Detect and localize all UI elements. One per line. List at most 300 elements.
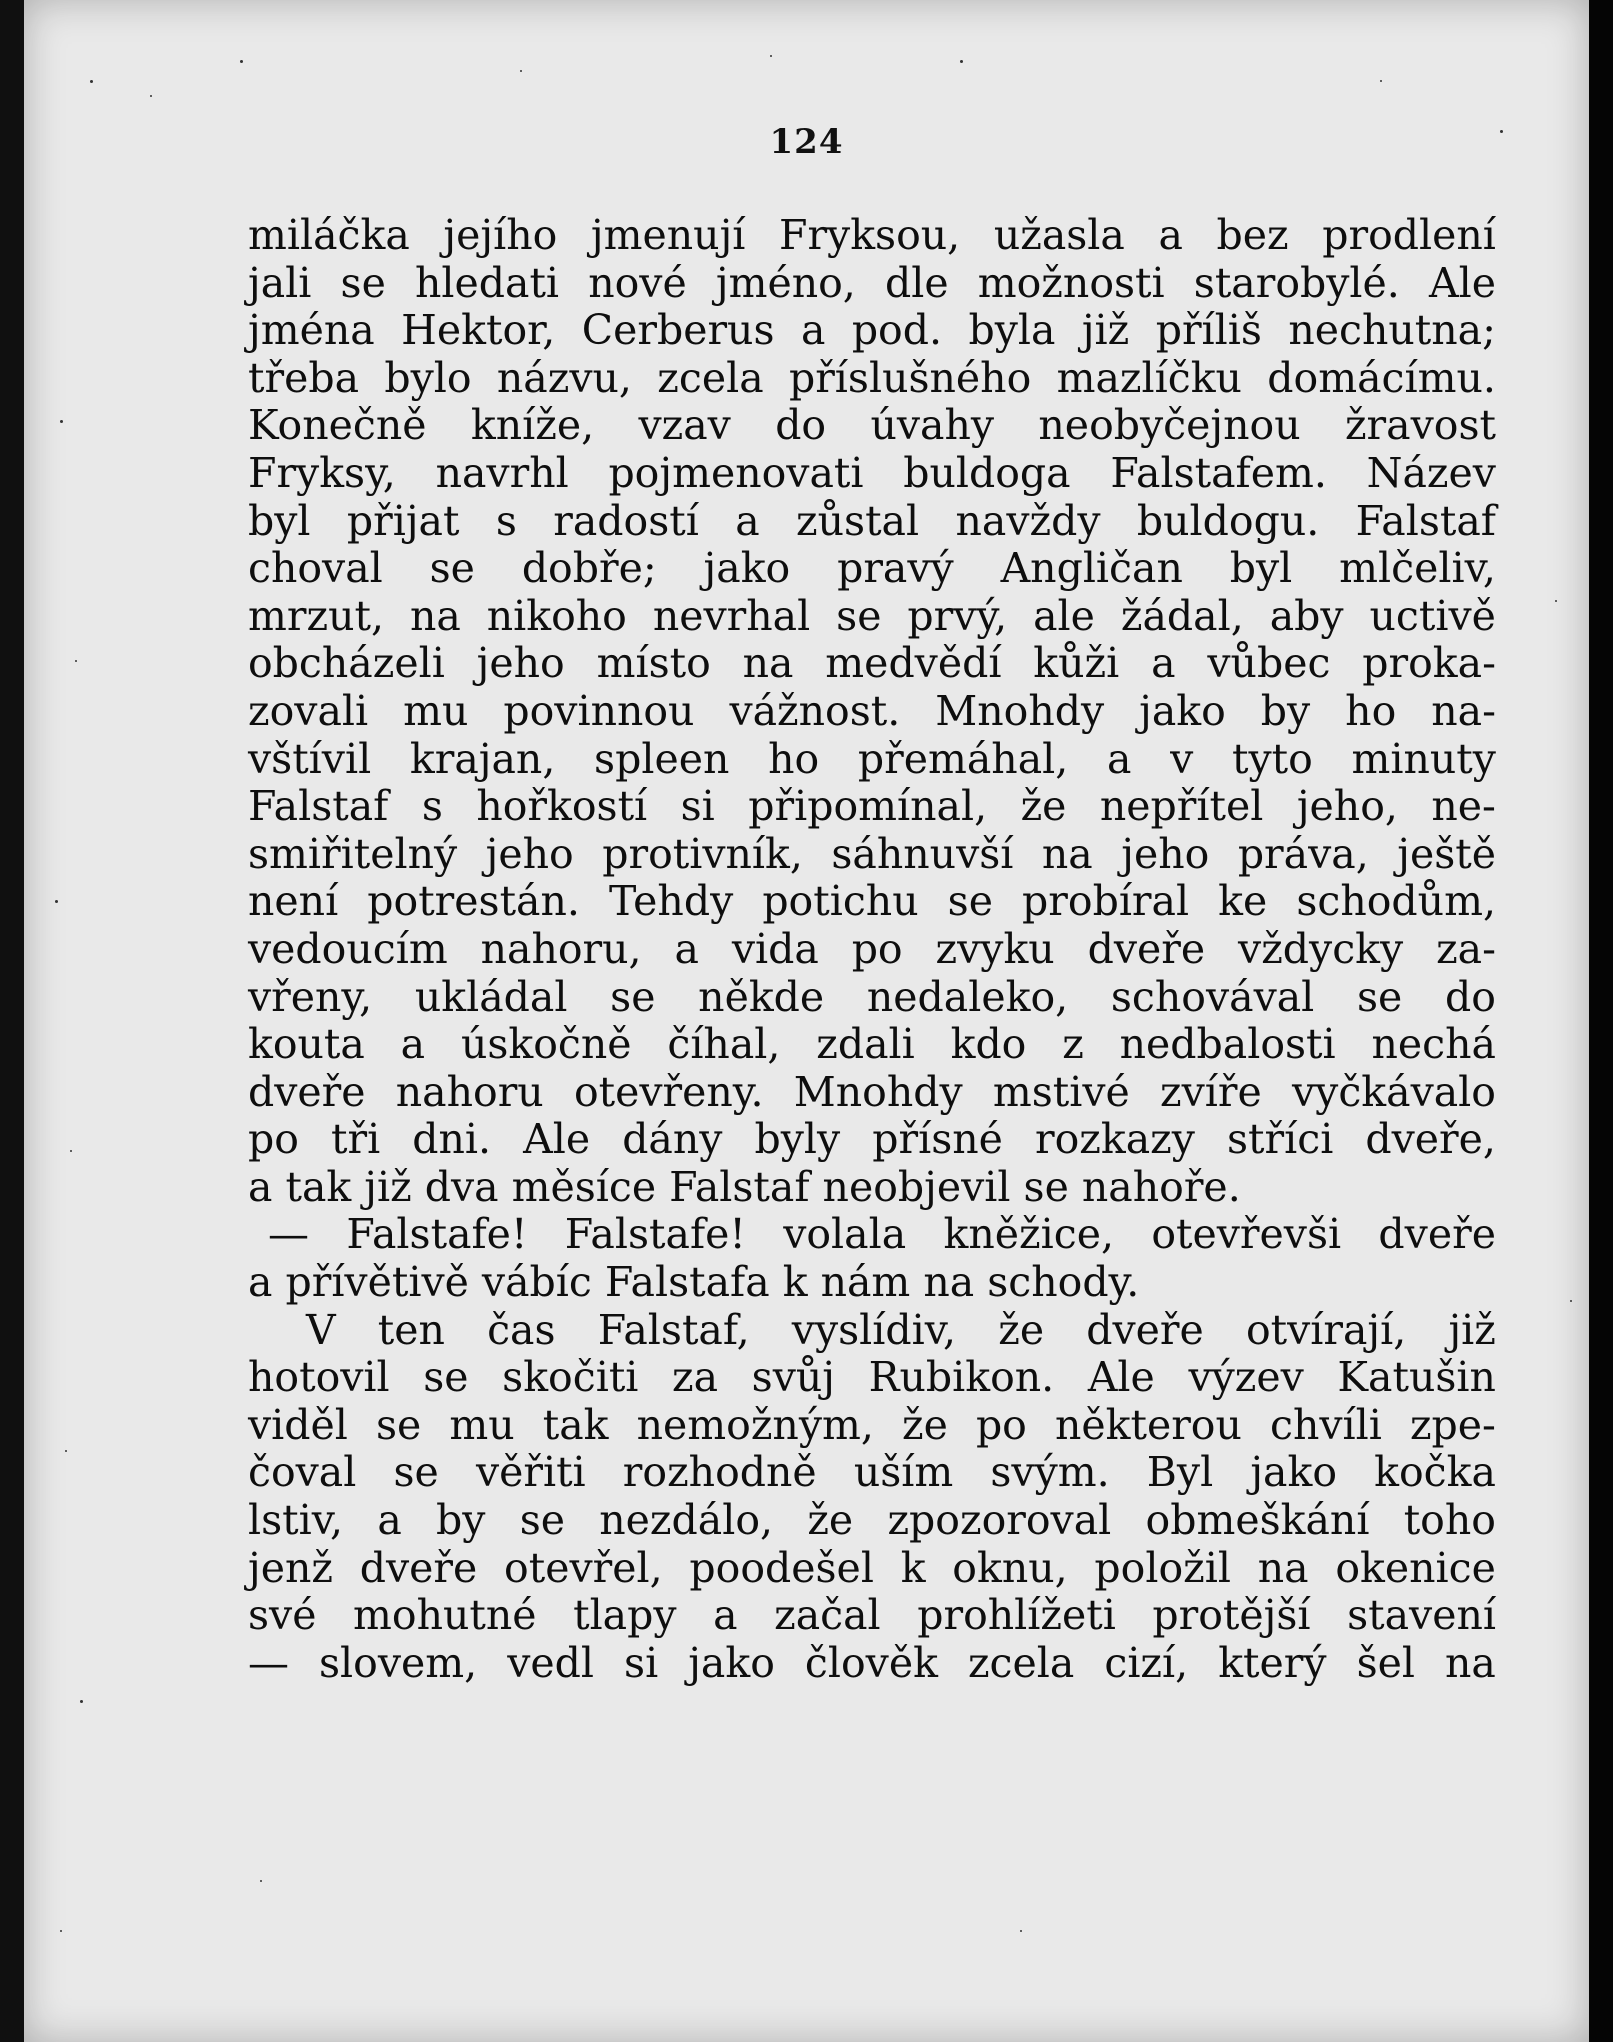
- word: kočka: [1374, 1448, 1496, 1497]
- word: volala: [783, 1210, 907, 1259]
- word: číhal,: [667, 1020, 781, 1069]
- word: Ale: [1087, 1353, 1155, 1402]
- scan-speck: [960, 60, 963, 63]
- text-line: [248, 783, 1496, 831]
- word: nové: [588, 258, 687, 307]
- word: byly: [754, 1115, 841, 1164]
- word: vštívil: [248, 734, 372, 783]
- word: ho: [1345, 686, 1397, 735]
- text-line: [248, 1116, 1496, 1164]
- word: pojmenovati: [608, 448, 864, 497]
- word: Ale: [1428, 258, 1496, 307]
- word: nechutna;: [1288, 306, 1496, 355]
- word: se: [610, 972, 656, 1021]
- text-line: [248, 1592, 1496, 1640]
- word: jali: [248, 258, 312, 307]
- word: pravý: [837, 544, 954, 593]
- word: rozhodně: [622, 1448, 817, 1497]
- scan-speck: [60, 420, 63, 423]
- word: tyto: [1231, 734, 1313, 783]
- word: byl: [1229, 544, 1293, 593]
- word: na-: [1431, 686, 1496, 735]
- word: Falstafem.: [1110, 448, 1327, 497]
- word: tlapy: [573, 1591, 677, 1640]
- word: Mnohdy: [935, 686, 1105, 735]
- word: schovával: [1110, 972, 1315, 1021]
- word: zovali: [248, 686, 369, 735]
- scan-speck: [520, 70, 522, 72]
- word: otevřeny.: [573, 1067, 764, 1116]
- word: Tehdy: [609, 877, 734, 926]
- word: a: [1151, 639, 1176, 688]
- text-line: [248, 640, 1496, 688]
- word: choval: [248, 544, 383, 593]
- word: mazlíčku: [1056, 353, 1242, 402]
- text-line: a tak již dva měsíce Falstaf neobjevil se nahoře.: [248, 1162, 1241, 1211]
- word: místo: [596, 639, 711, 688]
- word: jméno,: [715, 258, 856, 307]
- word: po: [851, 924, 903, 973]
- scan-speck: [1570, 1300, 1572, 1302]
- word: příslušného: [788, 353, 1032, 402]
- word: třeba: [248, 353, 360, 402]
- word: Falstaf: [248, 782, 389, 831]
- word: mrzut,: [248, 591, 384, 640]
- word: mlčeliv,: [1339, 544, 1496, 593]
- word: začal: [774, 1591, 881, 1640]
- word: užasla: [993, 211, 1125, 259]
- word: příliš: [1155, 306, 1262, 355]
- word: názvu,: [496, 353, 632, 402]
- word: jmenují: [590, 211, 746, 259]
- word: rozkazy: [1035, 1115, 1195, 1164]
- word: vzav: [638, 401, 731, 450]
- text-line: [248, 1069, 1496, 1117]
- word: ale: [1033, 591, 1095, 640]
- word: a: [377, 1496, 402, 1545]
- word: se: [393, 1448, 439, 1497]
- word: proka-: [1362, 639, 1496, 688]
- word: nikoho: [486, 591, 627, 640]
- text-line: [248, 260, 1496, 308]
- word: vážnost.: [729, 686, 901, 735]
- word: starobylé.: [1193, 258, 1400, 307]
- word: uctivě: [1369, 591, 1496, 640]
- text-line: [248, 1211, 1496, 1259]
- word: kníže,: [470, 401, 595, 450]
- word: viděl: [248, 1400, 348, 1449]
- word: mstivé: [992, 1067, 1130, 1116]
- word: skočiti: [502, 1353, 639, 1402]
- word: práva,: [1237, 829, 1369, 878]
- word: neobyčejnou: [1038, 401, 1301, 450]
- word: buldoga: [903, 448, 1071, 497]
- word: se: [1356, 972, 1403, 1021]
- word: jako: [1250, 1448, 1337, 1497]
- word: ke: [1218, 877, 1268, 926]
- word: Angličan: [1000, 544, 1183, 593]
- word: přijat: [346, 496, 460, 545]
- scan-speck: [1380, 80, 1382, 82]
- word: věřiti: [475, 1448, 586, 1497]
- word: zdali: [816, 1020, 915, 1069]
- word: svůj: [751, 1353, 835, 1402]
- word: jména: [248, 306, 375, 355]
- word: již: [1448, 1305, 1496, 1354]
- scan-speck: [80, 1700, 83, 1703]
- word: —: [248, 1638, 289, 1687]
- word: kůži: [1033, 639, 1120, 688]
- word: žravost: [1344, 401, 1496, 450]
- word: mu: [449, 1400, 515, 1449]
- word: povinnou: [503, 686, 695, 735]
- word: vyčkávalo: [1292, 1067, 1496, 1116]
- body-text: [248, 212, 1496, 1687]
- word: pod.: [851, 306, 943, 355]
- word: že: [901, 1400, 948, 1449]
- word: domácímu.: [1267, 353, 1496, 402]
- word: úskočně: [460, 1020, 632, 1069]
- word: buldogu.: [1136, 496, 1320, 545]
- word: se: [836, 591, 882, 640]
- word: dveře: [1086, 1305, 1204, 1354]
- word: si: [624, 1638, 659, 1687]
- word: potrestán.: [367, 877, 580, 926]
- word: se: [429, 544, 475, 593]
- text-line: [248, 355, 1496, 403]
- word: Katušin: [1337, 1353, 1496, 1402]
- word: toho: [1403, 1496, 1496, 1545]
- word: na: [1445, 1638, 1496, 1687]
- word: dány: [622, 1115, 723, 1164]
- word: vůbec: [1207, 639, 1331, 688]
- scan-speck: [65, 1450, 67, 1452]
- word: dni.: [412, 1115, 492, 1164]
- word: se: [423, 1353, 469, 1402]
- word: se: [375, 1400, 422, 1449]
- word: zvíře: [1160, 1067, 1262, 1116]
- scan-speck: [150, 95, 152, 97]
- word: Mnohdy: [793, 1067, 963, 1116]
- word: Konečně: [248, 401, 427, 450]
- scan-left-border: [0, 0, 24, 2042]
- word: hledati: [414, 258, 560, 307]
- word: medvědí: [825, 639, 1002, 688]
- word: nechá: [1371, 1020, 1496, 1069]
- word: prohlížeti: [917, 1591, 1116, 1640]
- word: chvíli: [1269, 1400, 1382, 1449]
- text-line: [248, 974, 1496, 1022]
- word: nemožným,: [636, 1400, 874, 1449]
- word: otevřevši: [1151, 1210, 1342, 1259]
- word: zvyku: [935, 924, 1055, 973]
- text-line: [248, 593, 1496, 641]
- word: miláčka: [248, 211, 410, 259]
- word: kdo: [950, 1020, 1027, 1069]
- word: za-: [1436, 924, 1496, 973]
- word: otevřel,: [504, 1543, 663, 1592]
- word: se: [947, 877, 993, 926]
- text-line: [248, 498, 1496, 546]
- word: vedoucím: [248, 924, 448, 973]
- word: lstiv,: [248, 1496, 344, 1545]
- word: prvý,: [907, 591, 1008, 640]
- word: na: [742, 639, 794, 688]
- word: připomínal,: [748, 782, 988, 831]
- word: není: [248, 877, 339, 926]
- word: stavení: [1347, 1591, 1496, 1640]
- word: svým.: [990, 1448, 1110, 1497]
- text-line: [248, 1354, 1496, 1402]
- word: otvírají,: [1245, 1305, 1407, 1354]
- text-line: [248, 450, 1496, 498]
- word: úvahy: [870, 401, 995, 450]
- word: Ale: [523, 1115, 591, 1164]
- word: protější: [1152, 1591, 1311, 1640]
- word: jeho: [1121, 829, 1210, 878]
- word: dveře,: [1365, 1115, 1496, 1164]
- text-line: [248, 212, 1496, 260]
- word: jeho: [476, 639, 565, 688]
- word: jako: [703, 544, 791, 593]
- word: Cerberus: [581, 306, 775, 355]
- word: okenice: [1335, 1543, 1496, 1592]
- word: vyslídiv,: [791, 1305, 957, 1354]
- word: jejího: [443, 211, 558, 259]
- word: z: [1062, 1020, 1084, 1069]
- word: do: [1444, 972, 1496, 1021]
- text-line: [248, 1307, 1496, 1355]
- word: a: [713, 1591, 738, 1640]
- word: kněžice,: [943, 1210, 1114, 1259]
- word: dveře: [248, 1067, 366, 1116]
- text-line: [248, 736, 1496, 784]
- scan-speck: [1555, 600, 1557, 602]
- word: do: [775, 401, 827, 450]
- word: a: [735, 496, 760, 545]
- word: minuty: [1351, 734, 1496, 783]
- word: zcela: [657, 353, 764, 402]
- word: a: [674, 924, 699, 973]
- word: nepřítel: [1099, 782, 1264, 831]
- text-line: [248, 1640, 1496, 1688]
- scan-speck: [60, 1930, 62, 1932]
- scan-speck: [75, 660, 77, 662]
- word: nezdálo,: [599, 1496, 774, 1545]
- word: nahoru: [395, 1067, 544, 1116]
- word: žádal,: [1120, 591, 1244, 640]
- text-line: [248, 1449, 1496, 1497]
- text-line: [248, 878, 1496, 926]
- scan-speck: [770, 55, 772, 57]
- word: dveře: [1087, 924, 1206, 973]
- word: nedbalosti: [1119, 1020, 1336, 1069]
- word: zpozoroval: [887, 1496, 1112, 1545]
- word: si: [680, 782, 715, 831]
- word: čas: [487, 1305, 556, 1354]
- word: Falstafe!: [564, 1210, 746, 1259]
- word: vždycky: [1238, 924, 1404, 973]
- word: bez: [1216, 211, 1289, 259]
- word: jeho,: [1296, 782, 1398, 831]
- word: potichu: [762, 877, 919, 926]
- word: Fryksy,: [248, 448, 396, 497]
- word: přemáhal,: [857, 734, 1069, 783]
- word: který: [1218, 1638, 1327, 1687]
- word: mu: [403, 686, 469, 735]
- word: Rubikon.: [868, 1353, 1055, 1402]
- word: již: [1081, 306, 1130, 355]
- word: obcházeli: [248, 639, 445, 688]
- word: dle: [884, 258, 949, 307]
- word: vřeny,: [248, 972, 373, 1021]
- word: položil: [1094, 1543, 1231, 1592]
- scan-speck: [1500, 130, 1503, 133]
- word: ne-: [1431, 782, 1496, 831]
- word: šel: [1356, 1638, 1415, 1687]
- word: že: [1020, 782, 1067, 831]
- word: na: [1041, 829, 1093, 878]
- word: probíral: [1022, 877, 1190, 926]
- word: se: [340, 258, 386, 307]
- text-line: a přívětivě vábíc Falstafa k nám na schody.: [248, 1258, 1140, 1307]
- word: kouta: [248, 1020, 365, 1069]
- word: možnosti: [977, 258, 1165, 307]
- word: s: [421, 782, 443, 831]
- word: nedaleko,: [866, 972, 1069, 1021]
- word: Falstaf,: [597, 1305, 750, 1354]
- word: a: [800, 306, 826, 355]
- word: obmeškání: [1145, 1496, 1370, 1545]
- word: tři: [331, 1115, 381, 1164]
- word: navrhl: [435, 448, 569, 497]
- word: a: [1106, 734, 1132, 783]
- word: stříci: [1227, 1115, 1334, 1164]
- word: hořkostí: [476, 782, 648, 831]
- word: člověk: [804, 1638, 938, 1687]
- word: vida: [731, 924, 819, 973]
- word: slovem,: [319, 1638, 478, 1687]
- word: navždy: [955, 496, 1101, 545]
- word: zcela: [967, 1638, 1075, 1687]
- word: V: [306, 1305, 336, 1354]
- word: aby: [1269, 591, 1344, 640]
- word: zůstal: [796, 496, 920, 545]
- text-line: [248, 1497, 1496, 1545]
- word: dveře: [1378, 1210, 1496, 1259]
- scan-speck: [55, 900, 58, 903]
- word: dobře;: [521, 544, 657, 593]
- scan-speck: [240, 60, 243, 63]
- word: hotovil: [248, 1353, 390, 1402]
- word: ukládal: [414, 972, 568, 1021]
- word: nevrhal: [652, 591, 811, 640]
- word: Název: [1366, 448, 1496, 497]
- word: se: [519, 1496, 566, 1545]
- word: jenž: [248, 1543, 333, 1592]
- text-line: [248, 1545, 1496, 1593]
- text-line: [248, 1402, 1496, 1450]
- word: oknu,: [952, 1543, 1068, 1592]
- word: v: [1170, 734, 1194, 783]
- word: a: [400, 1020, 426, 1069]
- word: přísné: [872, 1115, 1003, 1164]
- word: poodešel: [689, 1543, 874, 1592]
- word: mohutné: [353, 1591, 537, 1640]
- word: že: [807, 1496, 854, 1545]
- scan-right-border: [1589, 0, 1613, 2042]
- word: radostí: [553, 496, 699, 545]
- word: čoval: [248, 1448, 357, 1497]
- word: dveře: [359, 1543, 478, 1592]
- word: byla: [968, 306, 1056, 355]
- word: Hektor,: [401, 306, 556, 355]
- word: jeho: [485, 829, 574, 878]
- text-line: [248, 307, 1496, 355]
- word: byl: [248, 496, 311, 545]
- scan-speck: [260, 1880, 262, 1882]
- text-line: [248, 1021, 1496, 1069]
- word: by: [1260, 686, 1311, 735]
- word: některou: [1054, 1400, 1242, 1449]
- word: k: [900, 1543, 926, 1592]
- word: jako: [688, 1638, 775, 1687]
- word: by: [436, 1496, 486, 1545]
- word: s: [495, 496, 517, 545]
- word: Fryksou,: [779, 211, 961, 259]
- text-line: [248, 831, 1496, 879]
- word: vedl: [507, 1638, 595, 1687]
- word: na: [409, 591, 461, 640]
- word: schodům,: [1296, 877, 1496, 926]
- text-line: [248, 402, 1496, 450]
- word: někde: [698, 972, 825, 1021]
- word: bylo: [384, 353, 472, 402]
- scan-speck: [70, 1150, 72, 1152]
- word: za: [672, 1353, 719, 1402]
- word: po: [975, 1400, 1027, 1449]
- word: ještě: [1397, 829, 1496, 878]
- word: spleen: [594, 734, 730, 783]
- text-line: [248, 926, 1496, 974]
- word: své: [248, 1591, 317, 1640]
- word: Byl: [1146, 1448, 1214, 1497]
- text-line: [248, 545, 1496, 593]
- word: prodlení: [1322, 211, 1496, 259]
- word: že: [998, 1305, 1045, 1354]
- page-number: 124: [769, 122, 844, 162]
- word: na: [1257, 1543, 1309, 1592]
- word: a: [1158, 211, 1183, 259]
- word: tak: [542, 1400, 609, 1449]
- word: krajan,: [409, 734, 556, 783]
- word: protivník,: [602, 829, 803, 878]
- word: Falstaf: [1355, 496, 1496, 545]
- word: nahoru,: [480, 924, 642, 973]
- word: zpe-: [1409, 1400, 1496, 1449]
- text-line: [248, 688, 1496, 736]
- word: smiřitelný: [248, 829, 458, 878]
- word: po: [248, 1115, 299, 1164]
- word: uším: [853, 1448, 954, 1497]
- scan-speck: [1020, 1930, 1022, 1932]
- word: cizí,: [1104, 1638, 1189, 1687]
- word: jako: [1139, 686, 1226, 735]
- word: ten: [377, 1305, 445, 1354]
- word: ho: [768, 734, 820, 783]
- word: sáhnuvší: [831, 829, 1014, 878]
- word: —: [268, 1210, 309, 1259]
